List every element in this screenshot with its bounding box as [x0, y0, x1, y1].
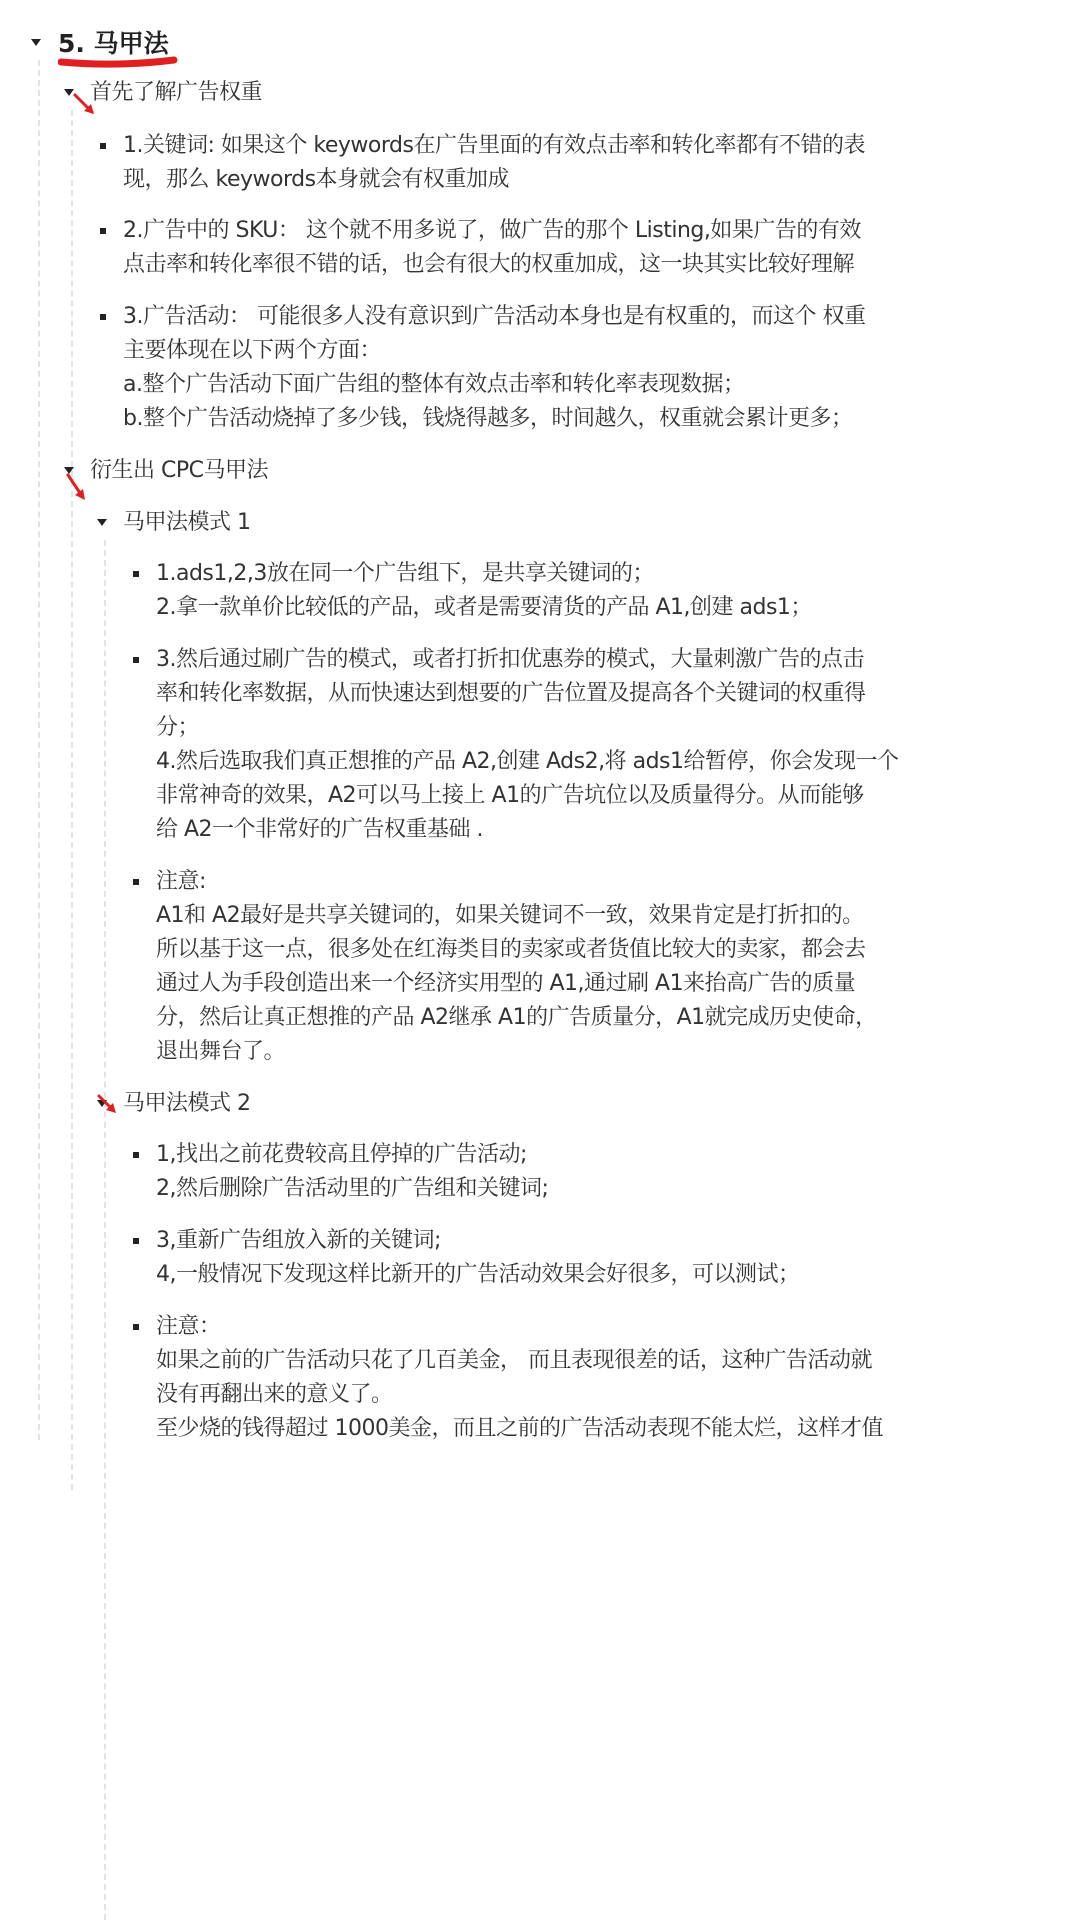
red-underline-annotation — [58, 54, 178, 70]
list-item: 3.广告活动： 可能很多人没有意识到广告活动本身也是有权重的，而这个 权重 主要体现在以下两个方面： a.整个广告活动下面广告组的整体有效点击率和转化率表现数据； b.整个广告活动烧掉了多少钱，钱烧得越多，时间越久，权重就会累计更多； — [123, 304, 866, 431]
red-arrow-annotation — [72, 92, 100, 120]
list-bullet — [100, 314, 106, 320]
collapse-toggle-icon[interactable] — [31, 39, 41, 46]
section-title: 首先了解广告权重 — [90, 80, 263, 105]
list-bullet — [133, 1152, 139, 1158]
guide-line-level3 — [104, 540, 106, 1920]
list-bullet — [133, 657, 139, 663]
subsection-title: 马甲法模式 2 — [123, 1091, 251, 1116]
list-item: 2.广告中的 SKU： 这个就不用多说了，做广告的那个 Listing,如果广告的有效 点击率和转化率很不错的话，也会有很大的权重加成，这一块其实比较好理解 — [123, 218, 861, 277]
red-arrow-annotation — [64, 472, 92, 504]
list-item: 1,找出之前花费较高且停掉的广告活动; 2,然后删除广告活动里的广告组和关键词; — [156, 1142, 549, 1201]
red-arrow-annotation — [96, 1093, 122, 1119]
list-item: 注意: A1和 A2最好是共享关键词的，如果关键词不一致，效果肯定是打折扣的。 所以基于这一点，很多处在红海类目的卖家或者货值比较大的卖家，都会去 通过人为手段创造出来一个经济实用型的 A1,通过刷 A1来抬高广告的质量 分，然后让真正想推的产品 A2继承 A1的广告质量分，A1就完成历史使命， 退出舞台了。 — [156, 869, 877, 1064]
section-title: 衍生出 CPC马甲法 — [90, 458, 268, 483]
list-item: 注意： 如果之前的广告活动只花了几百美金， 而且表现很差的话，这种广告活动就 没有再翻出来的意义了。 至少烧的钱得超过 1000美金，而且之前的广告活动表现不能太烂，这样才值 — [156, 1314, 883, 1441]
list-item: 1.ads1,2,3放在同一个广告组下，是共享关键词的； 2.拿一款单价比较低的产品，或者是需要清货的产品 A1,创建 ads1； — [156, 561, 812, 620]
list-bullet — [133, 571, 139, 577]
page-title: 5. 马甲法 — [58, 29, 169, 58]
list-item: 3,重新广告组放入新的关键词; 4,一般情况下发现这样比新开的广告活动效果会好很多，可以测试； — [156, 1228, 800, 1287]
subsection-title: 马甲法模式 1 — [123, 510, 251, 535]
list-bullet — [133, 1324, 139, 1330]
guide-line-level2 — [71, 110, 73, 1490]
list-bullet — [100, 143, 106, 149]
list-item: 3.然后通过刷广告的模式，或者打折扣优惠券的模式，大量刺激广告的点击 率和转化率数据，从而快速达到想要的广告位置及提高各个关键词的权重得 分； 4.然后选取我们真正想推的产品 A2,创建 Ads2,将 ads1给暂停，你会发现一个 非常神奇的效果，A2可以马上接上 A1的广告坑位以及质量得分。从而能够 给 A2一个非常好的广告权重基础 . — [156, 647, 899, 842]
list-item: 1.关键词: 如果这个 keywords在广告里面的有效点击率和转化率都有不错的表 现，那么 keywords本身就会有权重加成 — [123, 133, 865, 192]
list-bullet — [100, 228, 106, 234]
guide-line-level1 — [38, 60, 40, 1440]
collapse-toggle-icon[interactable] — [97, 519, 107, 526]
list-bullet — [133, 879, 139, 885]
list-bullet — [133, 1238, 139, 1244]
